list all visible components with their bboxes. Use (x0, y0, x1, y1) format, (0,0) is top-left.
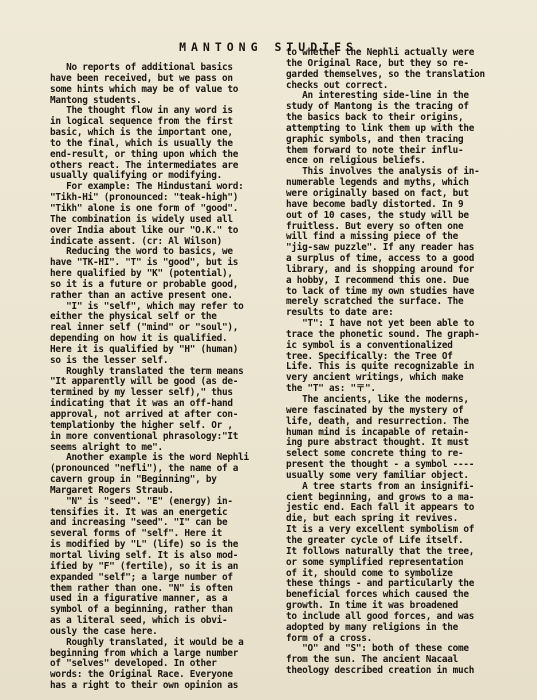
text-line: approval, not arrived at after con- (50, 409, 239, 420)
text-line: merely scratched the surface. The (286, 296, 464, 308)
text-line: Another example is the word Nephli (50, 452, 249, 464)
text-line: basic, which is the important one, (50, 127, 233, 139)
text-line: graphic symbols, and then tracing (286, 133, 464, 145)
text-line: very ancient writings, which make (286, 372, 464, 384)
text-line: checks out correct. (286, 79, 389, 91)
right-column (286, 48, 524, 677)
text-line: in more conventional phrasology:"It (50, 430, 239, 442)
text-line: has a right to their own opinion as (50, 680, 239, 692)
text-line: a hobby, I recommend this one. Due (286, 274, 469, 286)
text-line: the Original Race, but they so re- (286, 57, 469, 69)
text-line: to lack of time my own studies have (286, 285, 475, 297)
text-line: numerable legends and myths, which (286, 177, 469, 189)
text-line: life, death, and resurrection. The (286, 415, 469, 427)
text-line: adopted by many religions in the (286, 621, 459, 633)
text-line: or some symplified representation (286, 556, 464, 568)
text-line: used in a figurative manner, as a (50, 593, 228, 605)
text-line: "N" is "seed". "E" (energy) in- (50, 495, 233, 507)
text-line: indicate assent. (cr: Al Wilson) (50, 235, 223, 247)
text-line: Mantong students. (50, 94, 142, 106)
text-line: of it, should come to symbolize (286, 567, 453, 579)
text-line: tree. Specifically: the Tree Of (286, 350, 453, 362)
text-line: tensifies it. It was an energetic (50, 506, 228, 518)
text-line: rather than an active present one. (50, 289, 233, 301)
text-line: ously the case here. (50, 625, 158, 637)
text-line: the "T" as: "〒". (286, 383, 376, 395)
text-line: here qualified by "K" (potential), (50, 268, 233, 280)
text-line: end-result, or thing upon which the (50, 148, 239, 160)
text-line: will find a missing piece of the (286, 231, 459, 243)
text-line: so is the lesser self. (50, 354, 169, 366)
text-line: Here it is qualified by "H" (human) (50, 343, 239, 355)
text-line: This involves the analysis of in- (286, 166, 480, 178)
text-line: have become badly distorted. In 9 (286, 198, 464, 210)
text-line: "Tikh" alone is one form of "good". (50, 202, 239, 214)
text-line: The combination is widely used all (50, 213, 233, 225)
text-line: them rather than one. "N" is often (50, 582, 233, 594)
text-line: several forms of "self". Here it (50, 528, 223, 540)
text-line: "Tikh-Hi" (pronounced: "teak-high") (50, 192, 239, 204)
left-column (50, 63, 272, 692)
text-line: "O" and "S": both of these come (286, 643, 469, 655)
text-line: "jig-saw puzzle". If any reader has (286, 242, 475, 254)
text-line: garded themselves, so the translation (286, 68, 485, 80)
text-line: fruitless. But every so often one (286, 220, 464, 232)
text-line: Margaret Rogers Straub. (50, 484, 174, 496)
text-line: library, and is shopping around for (286, 263, 475, 275)
text-line: others react. The intermediates are (50, 159, 239, 171)
text-line: jestic end. Each fall it appears to (286, 502, 475, 514)
text-line: ing pure abstract thought. It must (286, 437, 469, 449)
text-line: have been received, but we pass on (50, 72, 233, 84)
text-line: growth. In time it was broadened (286, 600, 459, 612)
text-line: mortal living self. It is also mod- (50, 549, 239, 561)
text-line: these things - and particularly the (286, 578, 475, 590)
text-line: cavern group in "Beginning", by (50, 474, 217, 486)
text-line: were originally based on fact, but (286, 187, 469, 199)
text-line: have "TK-HI". "T" is "good", but is (50, 257, 239, 269)
text-line: them forward to note their influ- (286, 144, 464, 156)
text-line: and increasing "seed". "I" can be (50, 517, 228, 529)
text-line: templationby the higher self. Or , (50, 419, 233, 431)
text-line: ence on religious beliefs. (286, 155, 426, 167)
text-line: cient beginning, and grows to a ma- (286, 491, 475, 503)
page-title: MANTONG STUDIES (179, 40, 358, 54)
text-line: The thought flow in any word is (50, 105, 233, 117)
text-line: to the final, which is usually the (50, 137, 233, 149)
text-line: indicating that it was an off-hand (50, 398, 233, 410)
text-line: present the thought - a symbol ---- (286, 459, 475, 471)
text-line: either the physical self or the (50, 311, 217, 323)
text-line: Roughly translated, it would be a (50, 636, 244, 648)
text-line: seems alright to me". (50, 441, 163, 453)
text-line: beneficial forces which caused the (286, 589, 469, 601)
text-line: symbol of a beginning, rather than (50, 604, 233, 616)
text-line: "It apparently will be good (as de- (50, 376, 239, 388)
text-line: beginning from which a large number (50, 647, 239, 659)
text-line: is modified by "L" (life) so is the (50, 539, 239, 551)
text-line: termined by my lesser self)," thus (50, 387, 233, 399)
text-line: over India about like our "O.K." to (50, 224, 239, 236)
text-line: study of Mantong is the tracing of (286, 101, 469, 113)
text-line: The ancients, like the moderns, (286, 394, 469, 405)
text-line: from the sun. The ancient Nacaal (286, 654, 459, 666)
text-line: (pronounced "nefli"), the name of a (50, 463, 239, 475)
text-line: human mind is incapable of retain- (286, 426, 469, 438)
text-line: so it is a future or probable good, (50, 278, 239, 290)
text-line: trace the phonetic sound. The graph- (286, 328, 480, 340)
text-line: some hints which may be of value to (50, 83, 239, 95)
text-line: Reducing the word to basics, we (50, 246, 233, 258)
text-line: usually some very familiar object. (286, 469, 469, 481)
text-line: select some concrete thing to re- (286, 448, 464, 460)
text-line: words: the Original Race. Everyone (50, 669, 233, 681)
text-line: A tree starts from an insignifi- (286, 480, 475, 492)
text-line: ified by "F" (fertile), so it is an (50, 560, 239, 572)
text-line: expanded "self"; a large number of (50, 571, 233, 583)
text-line: usually qualifying or modifying. (50, 170, 223, 182)
text-line: depending on how it is qualified. (50, 333, 228, 345)
text-line: to include all good forces, and was (286, 610, 475, 622)
text-line: the greater cycle of Life itself. (286, 534, 464, 546)
text-line: No reports of additional basics (50, 62, 233, 73)
text-line: form of a cross. (286, 632, 373, 644)
text-line: Roughly translated the term means (50, 365, 244, 377)
text-line: theology described creation in much (286, 665, 475, 677)
text-line: "T": I have not yet been able to (286, 318, 475, 330)
text-line: results to date are: (286, 307, 394, 319)
text-line: Life. This is quite recognizable in (286, 361, 475, 373)
text-line: were fascinated by the mystery of (286, 404, 464, 416)
text-line: to whether the Nephli actually were (286, 47, 475, 58)
text-line: An interesting side-line in the (286, 90, 469, 102)
text-line: the basics back to their origins, (286, 112, 464, 124)
text-line: as a literal seed, which is obvi- (50, 615, 228, 627)
text-line: out of 10 cases, the study will be (286, 209, 469, 221)
text-line: It is a very excellent symbolism of (286, 524, 475, 536)
text-line: a surplus of time, access to a good (286, 253, 475, 265)
text-line: "I" is "self", which may refer to (50, 300, 244, 312)
text-line: It follows naturally that the tree, (286, 545, 475, 557)
text-line: For example: The Hindustani word: (50, 181, 244, 193)
text-line: real inner self ("mind" or "soul"), (50, 322, 239, 334)
text-line: of "selves" developed. In other (50, 658, 217, 670)
text-line: attempting to link them up with the (286, 122, 475, 134)
text-line: ic symbol is a conventionalized (286, 339, 453, 351)
text-line: die, but each spring it revives. (286, 513, 459, 525)
text-line: in logical sequence from the first (50, 116, 233, 128)
